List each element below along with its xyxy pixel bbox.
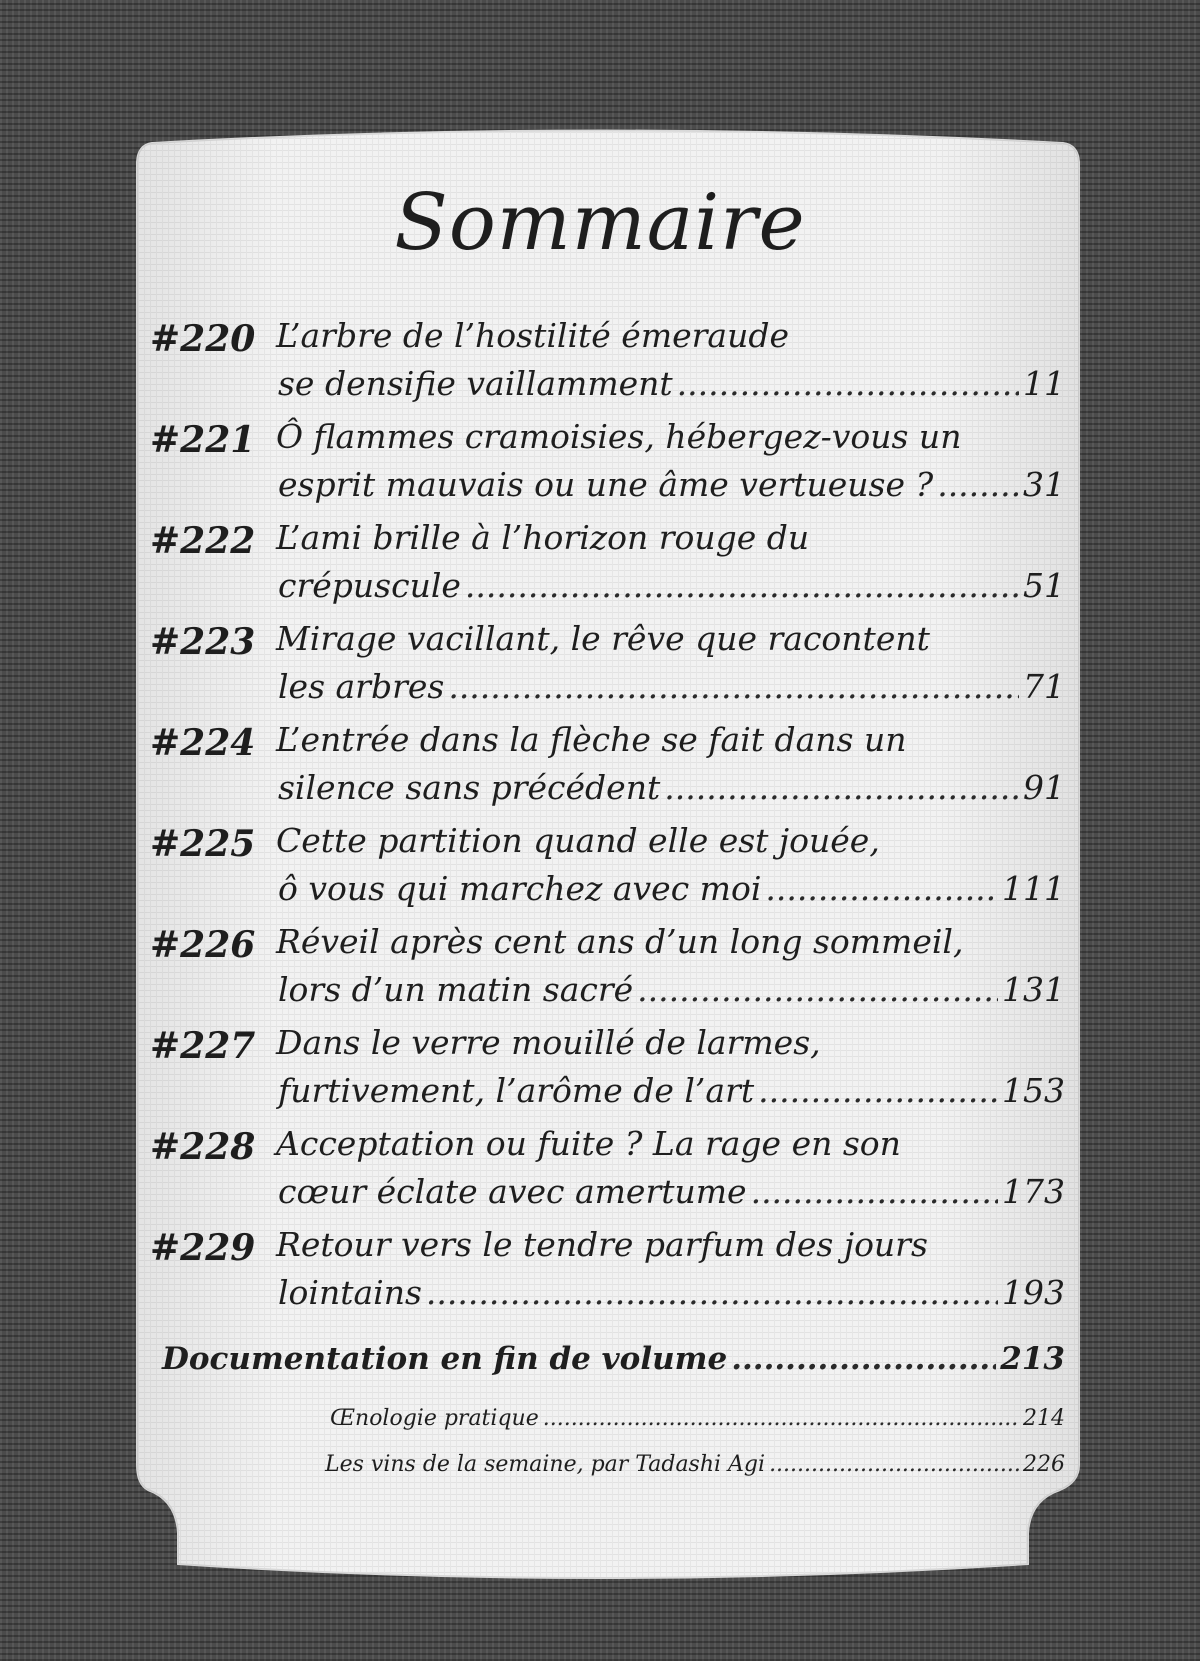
subsection-label: Œnologie pratique (330, 1406, 539, 1431)
dot-leader (937, 465, 1019, 504)
dot-leader (769, 1452, 1019, 1477)
dot-leader (465, 566, 1019, 605)
toc-entry-227 (150, 1019, 1065, 1120)
episode-title-line-1: Ô flammes cramoisies, hébergez-vous un (276, 417, 962, 456)
episode-title-line-1: L’entrée dans la flèche se fait dans un (276, 720, 907, 759)
toc-entry-228 (150, 1120, 1065, 1221)
episode-title-line-2: esprit mauvais ou une âme vertueuse ? (278, 465, 934, 504)
episode-title-line-2-row (278, 465, 1065, 504)
toc-entry-225 (150, 817, 1065, 918)
episode-title-line-1: L’ami brille à l’horizon rouge du (276, 518, 810, 557)
page-number: 11 (1023, 364, 1065, 403)
toc-entry-224 (150, 716, 1065, 817)
dot-leader (543, 1406, 1019, 1431)
episode-number: #226 (150, 924, 256, 966)
table-of-contents (150, 312, 1065, 1322)
page-number: 226 (1023, 1452, 1065, 1477)
episode-number: #228 (150, 1126, 256, 1168)
dot-leader (677, 364, 1019, 403)
episode-number: #225 (150, 823, 256, 865)
page-number: 213 (1000, 1341, 1065, 1377)
episode-title-line-1: Réveil après cent ans d’un long sommeil, (276, 922, 964, 961)
episode-title-line-2: cœur éclate avec amertume (278, 1172, 747, 1211)
episode-title-line-2: se densifie vaillamment (278, 364, 673, 403)
episode-title-line-2: crépuscule (278, 566, 461, 605)
dot-leader (426, 1273, 998, 1312)
documentation-entry (162, 1341, 1065, 1377)
episode-title-line-2-row (278, 970, 1065, 1009)
dot-leader (731, 1341, 996, 1377)
page-number: 153 (1002, 1071, 1065, 1110)
episode-number: #227 (150, 1025, 256, 1067)
episode-title-line-2-row (278, 1273, 1065, 1312)
episode-title-line-2: furtivement, l’arôme de l’art (278, 1071, 755, 1110)
page-number: 31 (1023, 465, 1065, 504)
episode-title-line-1: Dans le verre mouillé de larmes, (276, 1023, 821, 1062)
documentation-label: Documentation en fin de volume (162, 1341, 728, 1377)
page-number: 111 (1002, 869, 1065, 908)
episode-title-line-2-row (278, 1172, 1065, 1211)
episode-title-line-1: Mirage vacillant, le rêve que racontent (276, 619, 930, 658)
episode-title-line-1: L’arbre de l’hostilité émeraude (276, 316, 790, 355)
episode-number: #222 (150, 520, 256, 562)
toc-entry-220 (150, 312, 1065, 413)
episode-number: #229 (150, 1227, 256, 1269)
page-number: 91 (1023, 768, 1065, 807)
dot-leader (758, 1071, 998, 1110)
episode-title-line-1: Acceptation ou fuite ? La rage en son (276, 1124, 901, 1163)
episode-number: #224 (150, 722, 256, 764)
toc-entry-229 (150, 1221, 1065, 1322)
page-title: Sommaire (394, 178, 806, 268)
page-number: 131 (1002, 970, 1065, 1009)
episode-title-line-2-row (278, 667, 1065, 706)
episode-title-line-2: ô vous qui marchez avec moi (278, 869, 762, 908)
episode-title-line-2: les arbres (278, 667, 445, 706)
page-number: 193 (1002, 1273, 1065, 1312)
dot-leader (751, 1172, 998, 1211)
subsection-entry-vins-de-la-semaine (325, 1452, 1065, 1477)
toc-entry-222 (150, 514, 1065, 615)
page-number: 173 (1002, 1172, 1065, 1211)
episode-number: #221 (150, 419, 256, 461)
dot-leader (637, 970, 998, 1009)
episode-title-line-2-row (278, 869, 1065, 908)
toc-entry-223 (150, 615, 1065, 716)
episode-title-line-2-row (278, 1071, 1065, 1110)
subsection-entry-oenologie (330, 1406, 1065, 1431)
dot-leader (765, 869, 998, 908)
subsection-label: Les vins de la semaine, par Tadashi Agi (325, 1452, 766, 1477)
episode-title-line-2: lointains (278, 1273, 422, 1312)
episode-number: #220 (150, 318, 256, 360)
episode-title-line-2: lors d’un matin sacré (278, 970, 634, 1009)
episode-number: #223 (150, 621, 256, 663)
dot-leader (664, 768, 1019, 807)
episode-title-line-1: Cette partition quand elle est jouée, (276, 821, 880, 860)
page-number: 71 (1023, 667, 1065, 706)
page-number: 51 (1023, 566, 1065, 605)
episode-title-line-2-row (278, 768, 1065, 807)
episode-title-line-2-row (278, 364, 1065, 403)
episode-title-line-2-row (278, 566, 1065, 605)
dot-leader (448, 667, 1019, 706)
toc-entry-226 (150, 918, 1065, 1019)
episode-title-line-2: silence sans précédent (278, 768, 661, 807)
toc-entry-221 (150, 413, 1065, 514)
episode-title-line-1: Retour vers le tendre parfum des jours (276, 1225, 928, 1264)
page-number: 214 (1023, 1406, 1065, 1431)
